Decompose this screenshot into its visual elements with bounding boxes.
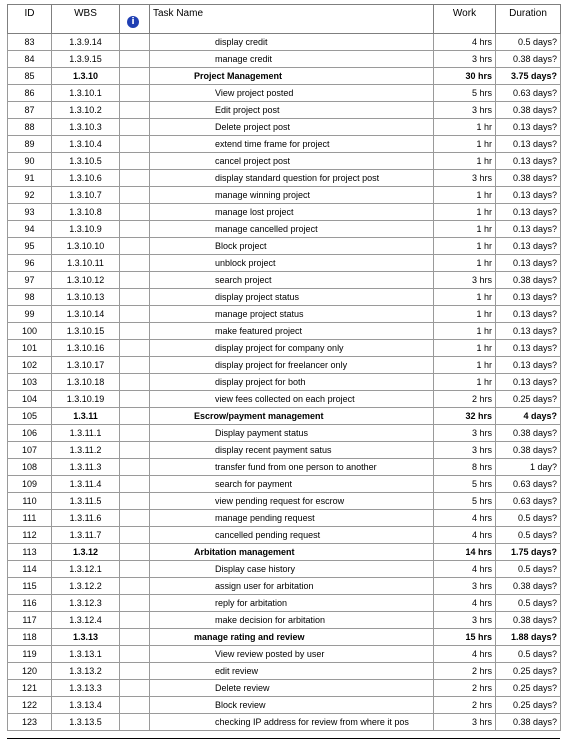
table-row[interactable] — [8, 255, 561, 272]
indicator-cell[interactable] — [120, 442, 150, 459]
wbs-cell[interactable]: 1.3.13.2 — [52, 663, 120, 680]
task-id-cell[interactable]: 107 — [8, 442, 52, 459]
task-id-cell[interactable]: 83 — [8, 34, 52, 51]
table-row[interactable] — [8, 493, 561, 510]
task-id-cell[interactable]: 95 — [8, 238, 52, 255]
wbs-cell[interactable]: 1.3.10.5 — [52, 153, 120, 170]
indicator-cell[interactable] — [120, 357, 150, 374]
wbs-cell[interactable]: 1.3.12.2 — [52, 578, 120, 595]
wbs-cell[interactable]: 1.3.9.14 — [52, 34, 120, 51]
duration-cell[interactable]: 0.38 days? — [496, 425, 561, 442]
duration-cell[interactable]: 0.38 days? — [496, 442, 561, 459]
table-row[interactable] — [8, 612, 561, 629]
wbs-cell[interactable]: 1.3.11 — [52, 408, 120, 425]
task-id-cell[interactable]: 113 — [8, 544, 52, 561]
work-cell[interactable]: 3 hrs — [434, 102, 496, 119]
indicator-cell[interactable] — [120, 612, 150, 629]
duration-cell[interactable]: 0.13 days? — [496, 357, 561, 374]
duration-cell[interactable]: 0.5 days? — [496, 527, 561, 544]
wbs-cell[interactable]: 1.3.10 — [52, 68, 120, 85]
work-cell[interactable]: 1 hr — [434, 357, 496, 374]
task-name-cell[interactable]: reply for arbitation — [150, 595, 434, 612]
wbs-cell[interactable]: 1.3.10.8 — [52, 204, 120, 221]
work-cell[interactable]: 8 hrs — [434, 459, 496, 476]
task-id-cell[interactable]: 121 — [8, 680, 52, 697]
task-name-cell[interactable]: display project status — [150, 289, 434, 306]
column-header-task-name[interactable]: Task Name — [150, 5, 434, 34]
wbs-cell[interactable]: 1.3.10.12 — [52, 272, 120, 289]
table-row[interactable] — [8, 51, 561, 68]
work-cell[interactable]: 1 hr — [434, 374, 496, 391]
duration-cell[interactable]: 0.13 days? — [496, 238, 561, 255]
task-id-cell[interactable]: 110 — [8, 493, 52, 510]
duration-cell[interactable]: 0.13 days? — [496, 323, 561, 340]
task-name-cell[interactable]: unblock project — [150, 255, 434, 272]
task-table — [7, 4, 561, 731]
wbs-cell[interactable]: 1.3.11.1 — [52, 425, 120, 442]
task-id-cell[interactable]: 115 — [8, 578, 52, 595]
work-cell[interactable]: 4 hrs — [434, 510, 496, 527]
table-row[interactable] — [8, 170, 561, 187]
column-header-duration[interactable]: Duration — [496, 5, 561, 34]
work-cell[interactable]: 1 hr — [434, 221, 496, 238]
task-name-cell[interactable]: manage pending request — [150, 510, 434, 527]
task-name-cell[interactable]: edit review — [150, 663, 434, 680]
table-row[interactable] — [8, 340, 561, 357]
indicator-cell[interactable] — [120, 561, 150, 578]
table-row[interactable] — [8, 34, 561, 51]
wbs-cell[interactable]: 1.3.10.6 — [52, 170, 120, 187]
task-id-cell[interactable]: 99 — [8, 306, 52, 323]
task-name-cell[interactable]: Block project — [150, 238, 434, 255]
task-name-cell[interactable]: manage cancelled project — [150, 221, 434, 238]
header-row — [8, 5, 561, 34]
work-cell[interactable]: 4 hrs — [434, 561, 496, 578]
wbs-cell[interactable]: 1.3.12 — [52, 544, 120, 561]
work-cell[interactable]: 1 hr — [434, 306, 496, 323]
work-cell[interactable]: 4 hrs — [434, 34, 496, 51]
column-header-work[interactable]: Work — [434, 5, 496, 34]
work-cell[interactable]: 1 hr — [434, 238, 496, 255]
column-header-wbs[interactable]: WBS — [52, 5, 120, 34]
indicator-cell[interactable] — [120, 34, 150, 51]
indicator-cell[interactable] — [120, 374, 150, 391]
table-row[interactable] — [8, 136, 561, 153]
work-cell[interactable]: 15 hrs — [434, 629, 496, 646]
task-name-cell[interactable]: Display payment status — [150, 425, 434, 442]
work-cell[interactable]: 3 hrs — [434, 272, 496, 289]
duration-cell[interactable]: 0.13 days? — [496, 136, 561, 153]
column-header-indicators[interactable] — [120, 5, 150, 34]
work-cell[interactable]: 1 hr — [434, 204, 496, 221]
table-row[interactable] — [8, 221, 561, 238]
task-id-cell[interactable]: 98 — [8, 289, 52, 306]
table-row[interactable] — [8, 544, 561, 561]
task-id-cell[interactable]: 111 — [8, 510, 52, 527]
indicator-cell[interactable] — [120, 425, 150, 442]
work-cell[interactable]: 1 hr — [434, 255, 496, 272]
indicator-cell[interactable] — [120, 187, 150, 204]
indicator-cell[interactable] — [120, 153, 150, 170]
task-id-cell[interactable]: 85 — [8, 68, 52, 85]
duration-cell[interactable]: 1.75 days? — [496, 544, 561, 561]
table-row[interactable] — [8, 442, 561, 459]
wbs-cell[interactable]: 1.3.9.15 — [52, 51, 120, 68]
table-row[interactable] — [8, 204, 561, 221]
duration-cell[interactable]: 0.38 days? — [496, 714, 561, 731]
work-cell[interactable]: 3 hrs — [434, 425, 496, 442]
task-id-cell[interactable]: 106 — [8, 425, 52, 442]
task-rows — [8, 34, 561, 731]
table-row[interactable] — [8, 527, 561, 544]
task-name-cell[interactable]: view pending request for escrow — [150, 493, 434, 510]
duration-cell[interactable]: 0.13 days? — [496, 289, 561, 306]
task-id-cell[interactable]: 112 — [8, 527, 52, 544]
work-cell[interactable]: 4 hrs — [434, 595, 496, 612]
task-name-cell[interactable]: cancelled pending request — [150, 527, 434, 544]
task-id-cell[interactable]: 104 — [8, 391, 52, 408]
table-row[interactable] — [8, 85, 561, 102]
duration-cell[interactable]: 0.25 days? — [496, 680, 561, 697]
wbs-cell[interactable]: 1.3.10.14 — [52, 306, 120, 323]
task-id-cell[interactable]: 108 — [8, 459, 52, 476]
work-cell[interactable]: 1 hr — [434, 119, 496, 136]
wbs-cell[interactable]: 1.3.10.18 — [52, 374, 120, 391]
task-name-cell[interactable]: make featured project — [150, 323, 434, 340]
task-id-cell[interactable]: 87 — [8, 102, 52, 119]
table-row[interactable] — [8, 680, 561, 697]
task-name-cell[interactable]: Delete project post — [150, 119, 434, 136]
duration-cell[interactable]: 0.38 days? — [496, 51, 561, 68]
task-name-cell[interactable]: manage credit — [150, 51, 434, 68]
wbs-cell[interactable]: 1.3.12.4 — [52, 612, 120, 629]
indicator-cell[interactable] — [120, 697, 150, 714]
wbs-cell[interactable]: 1.3.13.5 — [52, 714, 120, 731]
work-cell[interactable]: 3 hrs — [434, 51, 496, 68]
task-id-cell[interactable]: 122 — [8, 697, 52, 714]
duration-cell[interactable]: 0.5 days? — [496, 510, 561, 527]
task-id-cell[interactable]: 96 — [8, 255, 52, 272]
task-id-cell[interactable]: 105 — [8, 408, 52, 425]
table-row[interactable] — [8, 629, 561, 646]
indicator-cell[interactable] — [120, 527, 150, 544]
task-name-cell[interactable]: display standard question for project post — [150, 170, 434, 187]
wbs-cell[interactable]: 1.3.13.4 — [52, 697, 120, 714]
task-id-cell[interactable]: 100 — [8, 323, 52, 340]
work-cell[interactable]: 3 hrs — [434, 714, 496, 731]
indicator-cell[interactable] — [120, 578, 150, 595]
duration-cell[interactable]: 0.38 days? — [496, 612, 561, 629]
task-id-cell[interactable]: 89 — [8, 136, 52, 153]
table-row[interactable] — [8, 425, 561, 442]
duration-cell[interactable]: 0.13 days? — [496, 374, 561, 391]
indicator-cell[interactable] — [120, 136, 150, 153]
table-row[interactable] — [8, 391, 561, 408]
indicator-cell[interactable] — [120, 629, 150, 646]
indicator-cell[interactable] — [120, 476, 150, 493]
indicator-cell[interactable] — [120, 306, 150, 323]
indicator-cell[interactable] — [120, 646, 150, 663]
wbs-cell[interactable]: 1.3.11.2 — [52, 442, 120, 459]
table-row[interactable] — [8, 306, 561, 323]
task-id-cell[interactable]: 120 — [8, 663, 52, 680]
wbs-cell[interactable]: 1.3.13.3 — [52, 680, 120, 697]
duration-cell[interactable]: 0.13 days? — [496, 221, 561, 238]
task-name-cell[interactable]: search for payment — [150, 476, 434, 493]
duration-cell[interactable]: 0.38 days? — [496, 272, 561, 289]
table-row[interactable] — [8, 561, 561, 578]
task-id-cell[interactable]: 103 — [8, 374, 52, 391]
task-name-cell[interactable]: search project — [150, 272, 434, 289]
indicator-cell[interactable] — [120, 408, 150, 425]
table-row[interactable] — [8, 289, 561, 306]
wbs-cell[interactable]: 1.3.11.4 — [52, 476, 120, 493]
work-cell[interactable]: 2 hrs — [434, 663, 496, 680]
work-cell[interactable]: 14 hrs — [434, 544, 496, 561]
task-name-cell[interactable]: display project for freelancer only — [150, 357, 434, 374]
task-id-cell[interactable]: 117 — [8, 612, 52, 629]
work-cell[interactable]: 5 hrs — [434, 476, 496, 493]
wbs-cell[interactable]: 1.3.11.3 — [52, 459, 120, 476]
duration-cell[interactable]: 1.88 days? — [496, 629, 561, 646]
duration-cell[interactable]: 0.38 days? — [496, 170, 561, 187]
duration-cell[interactable]: 0.13 days? — [496, 204, 561, 221]
column-header-id[interactable]: ID — [8, 5, 52, 34]
indicator-cell[interactable] — [120, 221, 150, 238]
task-name-cell[interactable]: display project for company only — [150, 340, 434, 357]
task-id-cell[interactable]: 91 — [8, 170, 52, 187]
wbs-cell[interactable]: 1.3.10.4 — [52, 136, 120, 153]
wbs-cell[interactable]: 1.3.10.17 — [52, 357, 120, 374]
duration-cell[interactable]: 4 days? — [496, 408, 561, 425]
task-id-cell[interactable]: 86 — [8, 85, 52, 102]
task-name-cell[interactable]: manage rating and review — [150, 629, 434, 646]
duration-cell[interactable]: 0.13 days? — [496, 153, 561, 170]
wbs-cell[interactable]: 1.3.11.5 — [52, 493, 120, 510]
task-id-cell[interactable]: 109 — [8, 476, 52, 493]
indicator-cell[interactable] — [120, 119, 150, 136]
task-name-cell[interactable]: Delete review — [150, 680, 434, 697]
work-cell[interactable]: 3 hrs — [434, 578, 496, 595]
task-id-cell[interactable]: 118 — [8, 629, 52, 646]
task-name-cell[interactable]: Display case history — [150, 561, 434, 578]
task-id-cell[interactable]: 90 — [8, 153, 52, 170]
task-name-cell[interactable]: assign user for arbitation — [150, 578, 434, 595]
duration-cell[interactable]: 0.5 days? — [496, 595, 561, 612]
indicator-cell[interactable] — [120, 510, 150, 527]
indicator-cell[interactable] — [120, 68, 150, 85]
task-name-cell[interactable]: Arbitation management — [150, 544, 434, 561]
wbs-cell[interactable]: 1.3.12.1 — [52, 561, 120, 578]
indicator-cell[interactable] — [120, 391, 150, 408]
task-id-cell[interactable]: 94 — [8, 221, 52, 238]
indicator-cell[interactable] — [120, 595, 150, 612]
task-id-cell[interactable]: 93 — [8, 204, 52, 221]
task-sheet — [7, 4, 560, 731]
wbs-cell[interactable]: 1.3.10.2 — [52, 102, 120, 119]
task-name-cell[interactable]: View review posted by user — [150, 646, 434, 663]
work-cell[interactable]: 2 hrs — [434, 680, 496, 697]
task-id-cell[interactable]: 101 — [8, 340, 52, 357]
work-cell[interactable]: 1 hr — [434, 153, 496, 170]
task-name-cell[interactable]: Project Management — [150, 68, 434, 85]
table-row[interactable] — [8, 595, 561, 612]
duration-cell[interactable]: 0.63 days? — [496, 85, 561, 102]
task-name-cell[interactable]: extend time frame for project — [150, 136, 434, 153]
task-name-cell[interactable]: display credit — [150, 34, 434, 51]
table-row[interactable] — [8, 663, 561, 680]
table-row[interactable] — [8, 459, 561, 476]
task-name-cell[interactable]: cancel project post — [150, 153, 434, 170]
duration-cell[interactable]: 0.63 days? — [496, 493, 561, 510]
wbs-cell[interactable]: 1.3.10.9 — [52, 221, 120, 238]
indicator-cell[interactable] — [120, 323, 150, 340]
duration-cell[interactable]: 0.13 days? — [496, 187, 561, 204]
indicator-cell[interactable] — [120, 51, 150, 68]
work-cell[interactable]: 1 hr — [434, 187, 496, 204]
task-id-cell[interactable]: 88 — [8, 119, 52, 136]
table-row[interactable] — [8, 646, 561, 663]
work-cell[interactable]: 32 hrs — [434, 408, 496, 425]
table-row[interactable] — [8, 578, 561, 595]
task-name-cell[interactable]: Block review — [150, 697, 434, 714]
task-id-cell[interactable]: 102 — [8, 357, 52, 374]
wbs-cell[interactable]: 1.3.10.1 — [52, 85, 120, 102]
wbs-cell[interactable]: 1.3.10.19 — [52, 391, 120, 408]
work-cell[interactable]: 4 hrs — [434, 646, 496, 663]
work-cell[interactable]: 5 hrs — [434, 493, 496, 510]
work-cell[interactable]: 2 hrs — [434, 391, 496, 408]
work-cell[interactable]: 30 hrs — [434, 68, 496, 85]
duration-cell[interactable]: 1 day? — [496, 459, 561, 476]
work-cell[interactable]: 2 hrs — [434, 697, 496, 714]
table-row[interactable] — [8, 272, 561, 289]
table-row[interactable] — [8, 323, 561, 340]
indicator-cell[interactable] — [120, 204, 150, 221]
task-id-cell[interactable]: 97 — [8, 272, 52, 289]
indicator-cell[interactable] — [120, 289, 150, 306]
duration-cell[interactable]: 0.5 days? — [496, 34, 561, 51]
wbs-cell[interactable]: 1.3.11.6 — [52, 510, 120, 527]
task-name-cell[interactable]: manage winning project — [150, 187, 434, 204]
table-row[interactable] — [8, 357, 561, 374]
duration-cell[interactable]: 0.13 days? — [496, 340, 561, 357]
table-row[interactable] — [8, 697, 561, 714]
indicator-cell[interactable] — [120, 102, 150, 119]
duration-cell[interactable]: 0.13 days? — [496, 119, 561, 136]
task-name-cell[interactable]: manage project status — [150, 306, 434, 323]
indicator-cell[interactable] — [120, 459, 150, 476]
duration-cell[interactable]: 0.38 days? — [496, 578, 561, 595]
work-cell[interactable]: 3 hrs — [434, 170, 496, 187]
indicator-cell[interactable] — [120, 170, 150, 187]
indicator-cell[interactable] — [120, 272, 150, 289]
table-row[interactable] — [8, 153, 561, 170]
work-cell[interactable]: 5 hrs — [434, 85, 496, 102]
table-row[interactable] — [8, 374, 561, 391]
task-name-cell[interactable]: view fees collected on each project — [150, 391, 434, 408]
table-row[interactable] — [8, 238, 561, 255]
task-name-cell[interactable]: transfer fund from one person to another — [150, 459, 434, 476]
wbs-cell[interactable]: 1.3.10.3 — [52, 119, 120, 136]
work-cell[interactable]: 3 hrs — [434, 612, 496, 629]
duration-cell[interactable]: 0.13 days? — [496, 306, 561, 323]
task-id-cell[interactable]: 119 — [8, 646, 52, 663]
indicator-cell[interactable] — [120, 85, 150, 102]
task-name-cell[interactable]: manage lost project — [150, 204, 434, 221]
duration-cell[interactable]: 0.38 days? — [496, 102, 561, 119]
wbs-cell[interactable]: 1.3.10.15 — [52, 323, 120, 340]
work-cell[interactable]: 1 hr — [434, 340, 496, 357]
indicator-cell[interactable] — [120, 255, 150, 272]
indicator-cell[interactable] — [120, 340, 150, 357]
task-name-cell[interactable]: display recent payment satus — [150, 442, 434, 459]
indicator-cell[interactable] — [120, 493, 150, 510]
task-name-cell[interactable]: Escrow/payment management — [150, 408, 434, 425]
task-id-cell[interactable]: 114 — [8, 561, 52, 578]
wbs-cell[interactable]: 1.3.10.7 — [52, 187, 120, 204]
duration-cell[interactable]: 3.75 days? — [496, 68, 561, 85]
table-row[interactable] — [8, 714, 561, 731]
indicator-cell[interactable] — [120, 238, 150, 255]
table-row[interactable] — [8, 476, 561, 493]
task-id-cell[interactable]: 92 — [8, 187, 52, 204]
indicator-cell[interactable] — [120, 714, 150, 731]
work-cell[interactable]: 1 hr — [434, 323, 496, 340]
duration-cell[interactable]: 0.63 days? — [496, 476, 561, 493]
task-id-cell[interactable]: 116 — [8, 595, 52, 612]
wbs-cell[interactable]: 1.3.10.10 — [52, 238, 120, 255]
task-name-cell[interactable]: make decision for arbitation — [150, 612, 434, 629]
duration-cell[interactable]: 0.5 days? — [496, 646, 561, 663]
table-row[interactable] — [8, 102, 561, 119]
duration-cell[interactable]: 0.5 days? — [496, 561, 561, 578]
indicator-cell[interactable] — [120, 663, 150, 680]
wbs-cell[interactable]: 1.3.13.1 — [52, 646, 120, 663]
wbs-cell[interactable]: 1.3.11.7 — [52, 527, 120, 544]
task-name-cell[interactable]: Edit project post — [150, 102, 434, 119]
work-cell[interactable]: 1 hr — [434, 136, 496, 153]
table-row[interactable] — [8, 119, 561, 136]
table-row[interactable] — [8, 510, 561, 527]
info-icon: i — [127, 16, 139, 28]
work-cell[interactable]: 4 hrs — [434, 527, 496, 544]
duration-cell[interactable]: 0.25 days? — [496, 391, 561, 408]
table-row[interactable] — [8, 187, 561, 204]
task-id-cell[interactable]: 84 — [8, 51, 52, 68]
table-row[interactable] — [8, 68, 561, 85]
task-name-cell[interactable]: display project for both — [150, 374, 434, 391]
table-row[interactable] — [8, 408, 561, 425]
wbs-cell[interactable]: 1.3.10.13 — [52, 289, 120, 306]
duration-cell[interactable]: 0.25 days? — [496, 697, 561, 714]
wbs-cell[interactable]: 1.3.10.16 — [52, 340, 120, 357]
task-name-cell[interactable]: checking IP address for review from where it pos — [150, 714, 434, 731]
duration-cell[interactable]: 0.13 days? — [496, 255, 561, 272]
work-cell[interactable]: 3 hrs — [434, 442, 496, 459]
wbs-cell[interactable]: 1.3.13 — [52, 629, 120, 646]
indicator-cell[interactable] — [120, 680, 150, 697]
indicator-cell[interactable] — [120, 544, 150, 561]
wbs-cell[interactable]: 1.3.10.11 — [52, 255, 120, 272]
task-id-cell[interactable]: 123 — [8, 714, 52, 731]
task-name-cell[interactable]: View project posted — [150, 85, 434, 102]
bottom-divider — [7, 738, 560, 739]
wbs-cell[interactable]: 1.3.12.3 — [52, 595, 120, 612]
duration-cell[interactable]: 0.25 days? — [496, 663, 561, 680]
work-cell[interactable]: 1 hr — [434, 289, 496, 306]
